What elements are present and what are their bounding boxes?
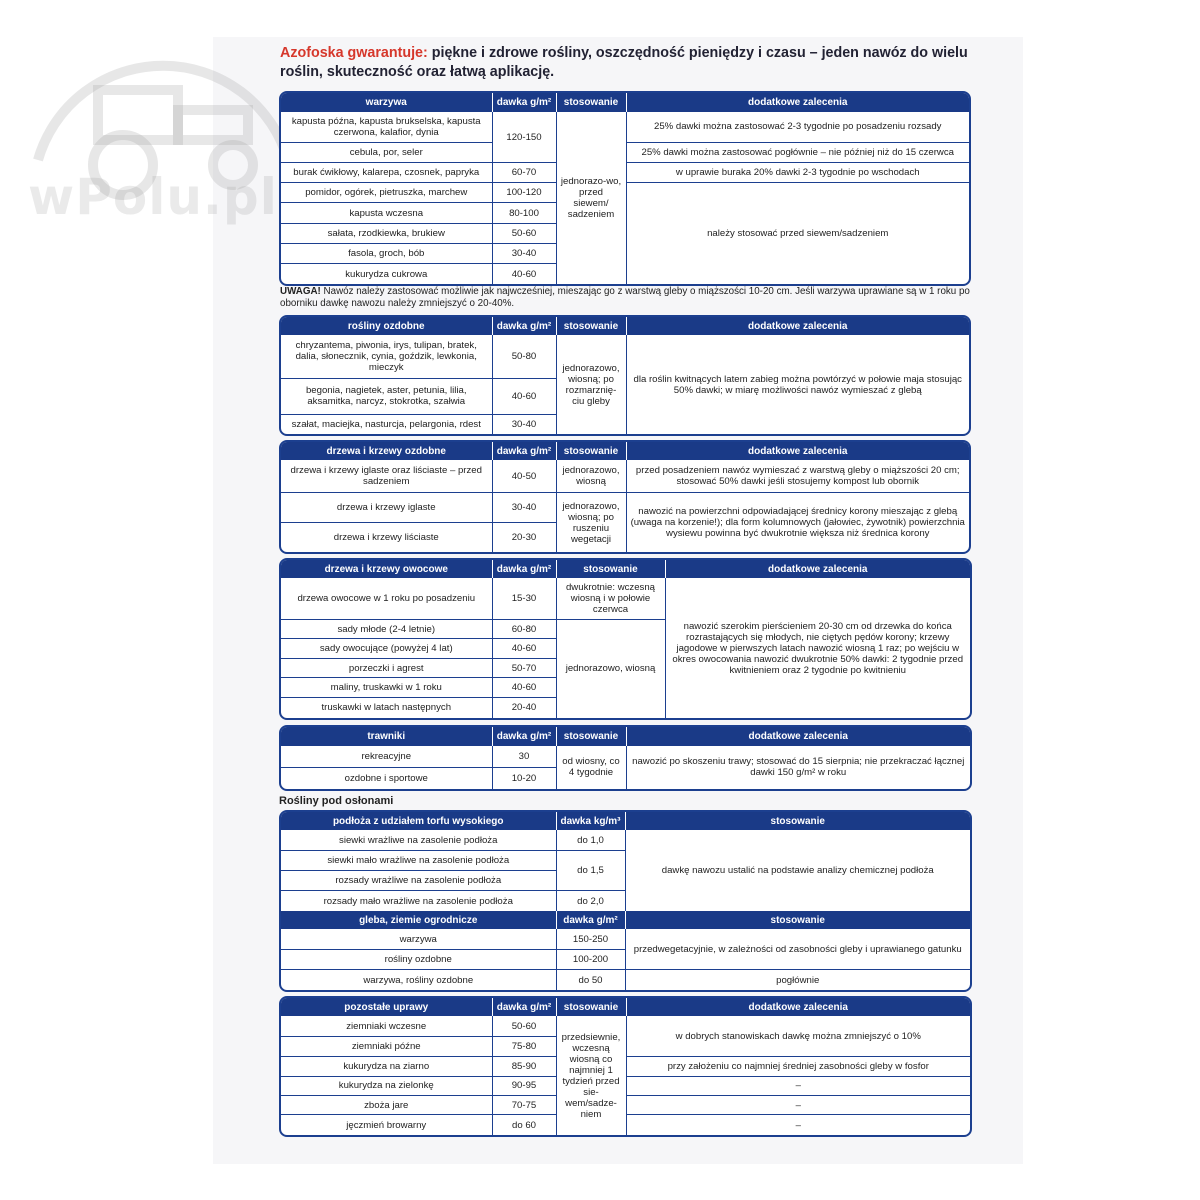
recommendation-cell: – bbox=[626, 1115, 970, 1135]
dose-cell: 30-40 bbox=[492, 243, 556, 263]
header-cell: dodatkowe zalecenia bbox=[626, 727, 970, 746]
recommendation-cell: – bbox=[626, 1076, 970, 1095]
header-cell: stosowanie bbox=[556, 317, 626, 335]
usage-cell: jednorazo-wo, przed siewem/ sadzeniem bbox=[556, 112, 626, 284]
dose-cell: do 50 bbox=[556, 970, 625, 990]
dose-cell: 80-100 bbox=[492, 203, 556, 223]
crop-cell: maliny, truskawki w 1 roku bbox=[281, 678, 492, 697]
crop-cell: sady młode (2-4 letnie) bbox=[281, 619, 492, 638]
header-cell: stosowanie bbox=[556, 560, 665, 578]
recommendation-cell: w dobrych stanowiskach dawkę można zmniejszyć o 10% bbox=[626, 1016, 970, 1057]
usage-cell: przedsiewnie, wczesną wiosną co najmniej 1 tydzień przed sie-wem/sadze-niem bbox=[556, 1016, 626, 1135]
crop-cell: ziemniaki wczesne bbox=[346, 1020, 427, 1032]
header-cell: rośliny ozdobne bbox=[281, 317, 492, 335]
recommendation-cell: nawozić szerokim pierścieniem 20-30 cm od drzewka do końca rozrastających się młodych, nie ciętych pędów korony; krzewy jagodowe w pierwszych latach nawozić wiosną 1 raz; po wejściu w okres owocowania nawozić dwukrotnie 50% dawki: 2 tygodnie przed kwitnieniem oraz 2 tygodnie po kwitnieniu bbox=[665, 578, 970, 718]
usage-cell: jednorazowo, wiosną; po ruszeniu wegetacji bbox=[556, 493, 626, 552]
dose-cell: 50-70 bbox=[492, 658, 556, 677]
dose-cell: 15-30 bbox=[492, 578, 556, 619]
header-cell: dawka g/m² bbox=[492, 93, 556, 112]
header-cell: pozostałe uprawy bbox=[281, 998, 492, 1016]
crop-cell: sady owocujące (powyżej 4 lat) bbox=[281, 639, 492, 658]
dose-cell: 30-40 bbox=[492, 415, 556, 434]
crop-cell: kukurydza na zielonkę bbox=[281, 1076, 492, 1095]
dose-cell: 20-30 bbox=[492, 522, 556, 552]
dose-cell: do 60 bbox=[492, 1115, 556, 1135]
dose-cell: 100-200 bbox=[556, 950, 625, 970]
dose-cell: 30-40 bbox=[492, 493, 556, 523]
dose-cell: 60-70 bbox=[492, 162, 556, 182]
table-other-crops bbox=[279, 996, 972, 1137]
header-cell: stosowanie bbox=[556, 93, 626, 112]
crop-cell: zboża jare bbox=[281, 1095, 492, 1114]
crop-cell: warzywa, rośliny ozdobne bbox=[281, 970, 556, 990]
header-cell: dodatkowe zalecenia bbox=[665, 560, 970, 578]
recommendation-cell: dla roślin kwitnących latem zabieg można powtórzyć w połowie maja stosując 50% dawki; w miarę możliwości nawóz wymieszać z glebą bbox=[626, 335, 969, 434]
crop-cell: chryzantema, piwonia, irys, tulipan, bratek, dalia, słonecznik, cynia, goździk, lewkonia, mieczyk bbox=[295, 339, 477, 373]
brand-guarantee: Azofoska gwarantuje: bbox=[280, 45, 428, 61]
header-cell: dodatkowe zalecenia bbox=[626, 317, 969, 335]
table-ornamental-trees bbox=[279, 440, 971, 554]
crop-cell: drzewa owocowe w 1 roku po posadzeniu bbox=[297, 593, 476, 605]
crop-cell: drzewa i krzewy iglaste oraz liściaste – przed sadzeniem bbox=[290, 465, 482, 488]
header-cell: dawka g/m² bbox=[492, 727, 556, 746]
header-cell: drzewa i krzewy owocowe bbox=[281, 560, 492, 578]
intro-paragraph bbox=[280, 44, 980, 81]
crop-cell: siewki wrażliwe na zasolenie podłoża bbox=[339, 834, 498, 846]
header-cell: stosowanie bbox=[625, 911, 970, 929]
usage-cell: jednorazowo, wiosną bbox=[556, 460, 626, 493]
usage-cell: pogłównie bbox=[625, 970, 970, 990]
crop-cell: truskawki w latach następnych bbox=[281, 697, 492, 718]
header-cell: stosowanie bbox=[556, 442, 626, 460]
crop-cell: cebula, por, seler bbox=[281, 142, 492, 162]
dose-cell: 40-60 bbox=[492, 264, 556, 284]
table-lawns bbox=[279, 725, 972, 791]
recommendation-cell: 25% dawki można zastosować pogłównie – nie później niż do 15 czerwca bbox=[626, 142, 969, 162]
table-covered-plants bbox=[279, 810, 972, 992]
usage-cell: przedwegetacyjnie, w zależności od zasobności gleby i uprawianego gatunku bbox=[625, 929, 970, 969]
table-fruit-trees bbox=[279, 558, 972, 720]
dose-cell: 50-60 bbox=[492, 223, 556, 243]
crop-cell: burak ćwikłowy, kalarepa, czosnek, papryka bbox=[281, 162, 492, 182]
crop-cell: rośliny ozdobne bbox=[281, 950, 556, 970]
dose-cell: 70-75 bbox=[492, 1095, 556, 1114]
header-cell: gleba, ziemie ogrodnicze bbox=[281, 911, 556, 929]
covered-plants-heading: Rośliny pod osłonami bbox=[279, 795, 394, 807]
header-cell: stosowanie bbox=[625, 812, 970, 830]
crop-cell: drzewa i krzewy liściaste bbox=[281, 522, 492, 552]
dose-cell: 10-20 bbox=[492, 767, 556, 789]
crop-cell: jęczmień browarny bbox=[281, 1115, 492, 1135]
header-cell: dawka g/m² bbox=[492, 317, 556, 335]
header-cell: dodatkowe zalecenia bbox=[626, 442, 969, 460]
recommendation-cell: – bbox=[626, 1095, 970, 1114]
header-cell: dawka kg/m³ bbox=[556, 812, 625, 830]
crop-cell: kapusta wczesna bbox=[281, 203, 492, 223]
watermark-text: wPolu.pl bbox=[28, 168, 278, 226]
crop-cell: rekreacyjne bbox=[361, 750, 412, 762]
crop-cell: porzeczki i agrest bbox=[281, 658, 492, 677]
crop-cell: fasola, groch, bób bbox=[281, 243, 492, 263]
crop-cell: pomidor, ogórek, pietruszka, marchew bbox=[281, 183, 492, 203]
header-cell: dawka g/m² bbox=[492, 998, 556, 1016]
dose-cell: do 1,0 bbox=[556, 830, 625, 850]
dose-cell: 50-80 bbox=[492, 335, 556, 378]
crop-cell: ozdobne i sportowe bbox=[281, 767, 492, 789]
dose-cell: 30 bbox=[492, 746, 556, 768]
crop-cell: warzywa bbox=[399, 933, 437, 945]
crop-cell: rozsady wrażliwe na zasolenie podłoża bbox=[281, 871, 556, 891]
dose-cell: 120-150 bbox=[492, 112, 556, 162]
header-cell: warzywa bbox=[281, 93, 492, 112]
crop-cell: drzewa i krzewy iglaste bbox=[281, 493, 492, 523]
crop-cell: kapusta późna, kapusta brukselska, kapusta czerwona, kalafior, dynia bbox=[291, 115, 481, 138]
usage-cell: dawkę nawozu ustalić na podstawie analizy chemicznej podłoża bbox=[625, 830, 970, 911]
usage-cell: od wiosny, co 4 tygodnie bbox=[556, 746, 626, 789]
header-cell: stosowanie bbox=[556, 727, 626, 746]
dose-cell: 40-50 bbox=[492, 460, 556, 493]
dose-cell: 85-90 bbox=[492, 1057, 556, 1076]
crop-cell: sałata, rzodkiewka, brukiew bbox=[281, 223, 492, 243]
crop-cell: rozsady mało wrażliwe na zasolenie podłoża bbox=[281, 891, 556, 911]
recommendation-cell: nawozić na powierzchni odpowiadającej średnicy korony mieszając z glebą (uwaga na korzenie!); dla form kolumnowych (jałowiec, żywotnik) powierzchnia wysiewu powinna być dwukrotnie większa niż średnica korony bbox=[626, 493, 969, 552]
recommendation-cell: 25% dawki można zastosować 2-3 tygodnie po posadzeniu rozsady bbox=[626, 112, 969, 142]
header-cell: podłoża z udziałem torfu wysokiego bbox=[281, 812, 556, 830]
table-ornamental-plants bbox=[279, 315, 971, 436]
crop-cell: begonia, nagietek, aster, petunia, lilia, aksamitka, narcyz, stokrotka, szałwia bbox=[281, 378, 492, 415]
crop-cell: siewki mało wrażliwe na zasolenie podłoża bbox=[281, 850, 556, 870]
header-cell: dawka g/m² bbox=[492, 560, 556, 578]
dose-cell: 100-120 bbox=[492, 183, 556, 203]
header-cell: dawka g/m² bbox=[556, 911, 625, 929]
header-cell: trawniki bbox=[281, 727, 492, 746]
warning-label: UWAGA! bbox=[280, 286, 321, 297]
dose-cell: 90-95 bbox=[492, 1076, 556, 1095]
dose-cell: 75-80 bbox=[492, 1037, 556, 1057]
dose-cell: 60-80 bbox=[492, 619, 556, 638]
dose-cell: 50-60 bbox=[492, 1016, 556, 1036]
header-cell: dodatkowe zalecenia bbox=[626, 998, 970, 1016]
header-cell: dawka g/m² bbox=[492, 442, 556, 460]
intro-text: piękne i zdrowe rośliny, oszczędność pieniędzy i czasu – jeden nawóz do wielu roślin, skuteczność oraz łatwą aplikację. bbox=[280, 45, 968, 80]
usage-cell: jednorazowo, wiosną bbox=[556, 619, 665, 718]
recommendation-cell: przed posadzeniem nawóz wymieszać z warstwą gleby o miąższości 20 cm; stosować 50% dawki jeśli stosujemy kompost lub obornik bbox=[626, 460, 969, 493]
dose-cell: 20-40 bbox=[492, 697, 556, 718]
warning-text: Nawóz należy zastosować możliwie jak najwcześniej, mieszając go z warstwą gleby o miąższości 10-20 cm. Jeśli warzywa uprawiane są w 1 roku po oborniku dawkę nawozu należy zmniejszyć o 20-40%. bbox=[280, 286, 970, 309]
warning-note bbox=[280, 286, 970, 310]
crop-cell: szałat, maciejka, nasturcja, pelargonia, rdest bbox=[281, 415, 492, 434]
usage-cell: jednorazowo, wiosną; po rozmarznię-ciu gleby bbox=[556, 335, 626, 434]
usage-cell: dwukrotnie: wczesną wiosną i w połowie czerwca bbox=[556, 578, 665, 619]
crop-cell: kukurydza cukrowa bbox=[281, 264, 492, 284]
recommendation-cell: w uprawie buraka 20% dawki 2-3 tygodnie po wschodach bbox=[626, 162, 969, 182]
crop-cell: kukurydza na ziarno bbox=[281, 1057, 492, 1076]
crop-cell: ziemniaki późne bbox=[281, 1037, 492, 1057]
dose-cell: 150-250 bbox=[556, 929, 625, 949]
dose-cell: 40-60 bbox=[492, 639, 556, 658]
header-cell: drzewa i krzewy ozdobne bbox=[281, 442, 492, 460]
dose-cell: 40-60 bbox=[492, 678, 556, 697]
header-cell: stosowanie bbox=[556, 998, 626, 1016]
recommendation-cell: przy założeniu co najmniej średniej zasobności gleby w fosfor bbox=[626, 1057, 970, 1076]
recommendation-cell: nawozić po skoszeniu trawy; stosować do 15 sierpnia; nie przekraczać łącznej dawki 150 g/m² w roku bbox=[626, 746, 970, 789]
header-cell: dodatkowe zalecenia bbox=[626, 93, 969, 112]
dose-cell: 40-60 bbox=[492, 378, 556, 415]
recommendation-cell: należy stosować przed siewem/sadzeniem bbox=[626, 183, 969, 284]
dose-cell: do 1,5 bbox=[556, 850, 625, 890]
dose-cell: do 2,0 bbox=[556, 891, 625, 911]
table-vegetables bbox=[279, 91, 971, 286]
